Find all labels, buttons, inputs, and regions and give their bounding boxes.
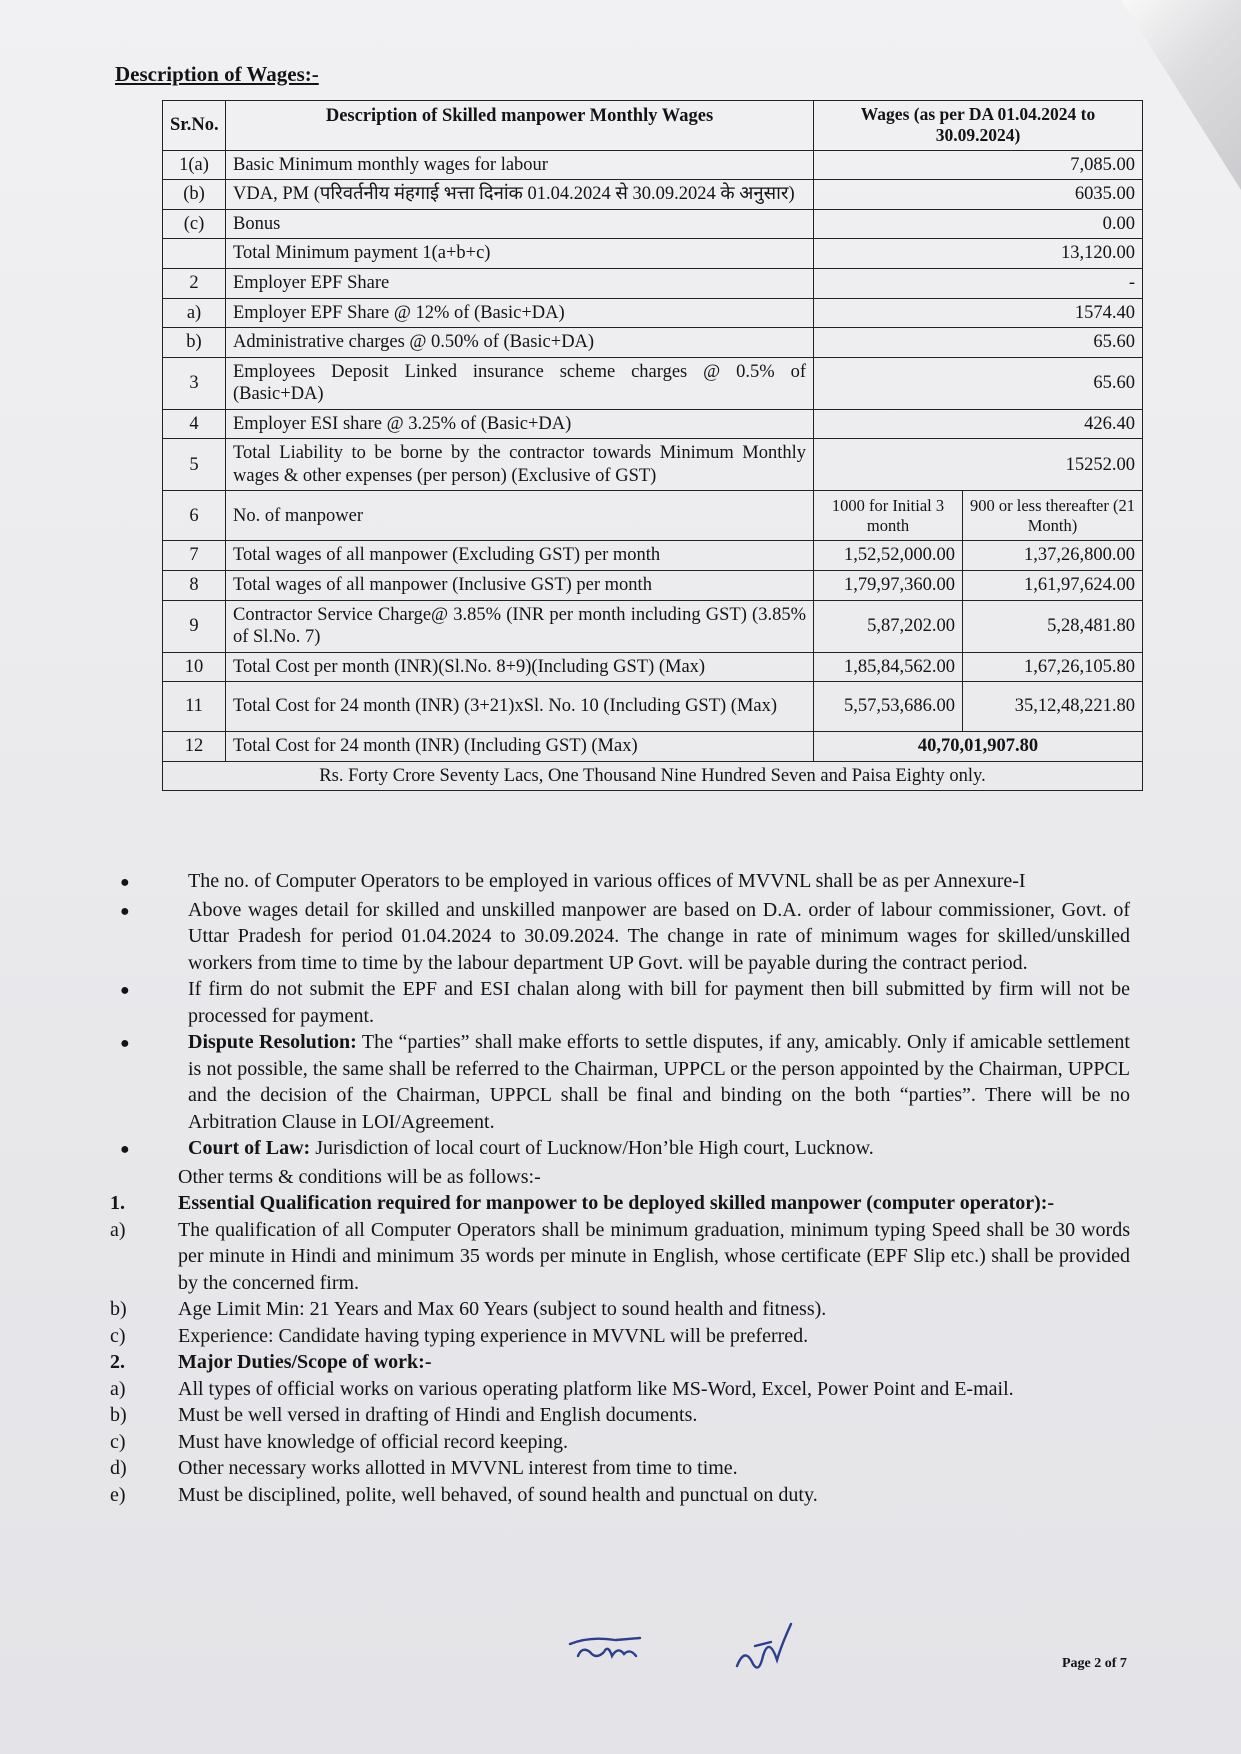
item-text: Age Limit Min: 21 Years and Max 60 Years (subject to sound health and fitness).	[178, 1298, 827, 1320]
table-row	[163, 682, 1143, 732]
row-sr: a)	[163, 298, 226, 328]
bullet-dot: ●	[120, 1035, 130, 1052]
bullet-item	[110, 1135, 1130, 1164]
row-sr: 5	[163, 439, 226, 491]
section-2-list	[110, 1376, 1130, 1509]
bullet-body: Jurisdiction of local court of Lucknow/Hon’ble High court, Lucknow.	[310, 1137, 874, 1159]
row-sr: 2	[163, 268, 226, 298]
row-description: Total Cost per month (INR)(Sl.No. 8+9)(Including GST) (Max)	[226, 652, 814, 682]
header-description: Description of Skilled manpower Monthly Wages	[226, 101, 814, 151]
row-value: 13,120.00	[814, 239, 1143, 269]
section-2-heading	[110, 1349, 1130, 1376]
row-sr: 12	[163, 732, 226, 762]
row-value-thereafter: 5,28,481.80	[963, 600, 1143, 652]
item-mark: a)	[110, 1218, 126, 1241]
bullet-text	[188, 1135, 1130, 1162]
bullet-lead: Dispute Resolution:	[188, 1031, 357, 1053]
row-description: Total wages of all manpower (Inclusive GST) per month	[226, 571, 814, 601]
row-sr: 11	[163, 682, 226, 732]
row-value-initial: 5,87,202.00	[814, 600, 963, 652]
row-description: Employer EPF Share @ 12% of (Basic+DA)	[226, 298, 814, 328]
section-1-heading	[110, 1190, 1130, 1217]
bullet-dot: ●	[120, 1141, 130, 1158]
row-value-thereafter: 1,67,26,105.80	[963, 652, 1143, 682]
row-sr: 4	[163, 409, 226, 439]
table-row	[163, 298, 1143, 328]
row-sr: 3	[163, 357, 226, 409]
row-sr: 8	[163, 571, 226, 601]
bullet-item	[110, 976, 1130, 1029]
item-mark: c)	[110, 1430, 126, 1453]
table-row	[163, 600, 1143, 652]
table-row	[163, 209, 1143, 239]
row-sr	[163, 239, 226, 269]
table-row	[163, 571, 1143, 601]
bullet-dot: ●	[120, 902, 130, 920]
row-sr: 1(a)	[163, 150, 226, 180]
row-description: Total Cost for 24 month (INR) (Including GST) (Max)	[226, 732, 814, 762]
row-value-initial: 1000 for Initial 3 month	[814, 491, 963, 541]
list-item	[110, 1296, 1130, 1323]
table-header-row	[163, 101, 1143, 151]
row-sr: b)	[163, 328, 226, 358]
row-description: Bonus	[226, 209, 814, 239]
bullet-item	[110, 1029, 1130, 1135]
row-value: 15252.00	[814, 439, 1143, 491]
bullet-text	[188, 897, 1130, 977]
table-row	[163, 328, 1143, 358]
table-row	[163, 150, 1143, 180]
row-value: 0.00	[814, 209, 1143, 239]
header-sr-no: Sr.No.	[163, 101, 226, 151]
section-title: Major Duties/Scope of work:-	[178, 1351, 432, 1373]
row-description: Total Minimum payment 1(a+b+c)	[226, 239, 814, 269]
row-description: Employer EPF Share	[226, 268, 814, 298]
signature-2	[725, 1616, 805, 1686]
row-description: Total Cost for 24 month (INR) (3+21)xSl. No. 10 (Including GST) (Max)	[226, 682, 814, 732]
bullet-text	[188, 1029, 1130, 1135]
table-row	[163, 239, 1143, 269]
item-mark: d)	[110, 1457, 127, 1479]
row-description: Administrative charges @ 0.50% of (Basic+DA)	[226, 328, 814, 358]
list-item	[110, 1217, 1130, 1297]
item-mark: a)	[110, 1377, 126, 1400]
item-mark: b)	[110, 1298, 127, 1320]
terms-body	[110, 868, 1130, 1508]
other-terms-line: Other terms & conditions will be as follows:-	[178, 1165, 541, 1188]
row-description: Employees Deposit Linked insurance scheme charges @ 0.5% of (Basic+DA)	[226, 357, 814, 409]
table-row	[163, 652, 1143, 682]
row-value-initial: 5,57,53,686.00	[814, 682, 963, 732]
row-value-initial: 1,85,84,562.00	[814, 652, 963, 682]
item-text: Experience: Candidate having typing experience in MVVNL will be preferred.	[178, 1324, 809, 1347]
row-description: Total Liability to be borne by the contractor towards Minimum Monthly wages & other expenses (per person) (Exclusive of GST)	[226, 439, 814, 491]
row-sr: 9	[163, 600, 226, 652]
list-item	[110, 1402, 1130, 1429]
bullet-text	[188, 976, 1130, 1029]
list-item	[110, 1323, 1130, 1350]
row-value-thereafter: 35,12,48,221.80	[963, 682, 1143, 732]
wages-table	[162, 100, 1143, 791]
item-text: Must have knowledge of official record keeping.	[178, 1430, 569, 1453]
row-description: Basic Minimum monthly wages for labour	[226, 150, 814, 180]
list-item	[110, 1376, 1130, 1403]
section-number: 2.	[110, 1351, 125, 1373]
row-value: 65.60	[814, 328, 1143, 358]
item-text: The qualification of all Computer Operators shall be minimum graduation, minimum typing Speed shall be 30 words per minute in Hindi and minimum 35 words per minute in English, whose certificate (EPF Slip etc.) shall be provided by the concerned firm.	[178, 1218, 1130, 1294]
bullet-item	[110, 868, 1130, 897]
bullet-lead: Court of Law:	[188, 1137, 311, 1159]
row-description: Contractor Service Charge@ 3.85% (INR per month including GST) (3.85% of Sl.No. 7)	[226, 600, 814, 652]
row-value: 1574.40	[814, 298, 1143, 328]
signature-1	[560, 1616, 690, 1676]
row-sr: 6	[163, 491, 226, 541]
row-value-initial: 1,79,97,360.00	[814, 571, 963, 601]
row-value-initial: 1,52,52,000.00	[814, 541, 963, 571]
table-row	[163, 541, 1143, 571]
list-item	[110, 1429, 1130, 1456]
bullet-body: If firm do not submit the EPF and ESI chalan along with bill for payment then bill submitted by firm will not be processed for payment.	[188, 978, 1130, 1027]
item-text: All types of official works on various operating platform like MS-Word, Excel, Power Point and E-mail.	[178, 1377, 1014, 1400]
page-number: Page 2 of 7	[1062, 1656, 1127, 1671]
amount-in-words: Rs. Forty Crore Seventy Lacs, One Thousand Nine Hundred Seven and Paisa Eighty only.	[163, 761, 1143, 791]
table-row-amount-in-words	[163, 761, 1143, 791]
bullet-body: The “parties” shall make efforts to settle disputes, if any, amicably. Only if amicable settlement is not possible, the same shall be referred to the Chairman, UPPCL or the person appointed by the Chairman, UPPCL and the decision of the Chairman, UPPCL shall be final and binding on the both “parties”. There will be no Arbitration Clause in LOI/Agreement.	[188, 1031, 1130, 1133]
row-description: VDA, PM (परिवर्तनीय मंहगाई भत्ता दिनांक 01.04.2024 से 30.09.2024 के अनुसार)	[226, 180, 814, 210]
row-sr: 7	[163, 541, 226, 571]
row-description: Employer ESI share @ 3.25% of (Basic+DA)	[226, 409, 814, 439]
item-mark: e)	[110, 1483, 126, 1506]
row-sr: (c)	[163, 209, 226, 239]
bullet-body: Above wages detail for skilled and unskilled manpower are based on D.A. order of labour commissioner, Govt. of Uttar Pradesh for period 01.04.2024 to 30.09.2024. The change in rate of minimum wages for skilled/unskilled workers from time to time by the labour department UP Govt. will be payable during the contract period.	[188, 898, 1130, 974]
bullet-item	[110, 897, 1130, 977]
row-description: Total wages of all manpower (Excluding GST) per month	[226, 541, 814, 571]
bullet-dot: ●	[120, 982, 130, 999]
bullet-list	[110, 868, 1130, 1164]
item-mark: b)	[110, 1404, 127, 1426]
row-value-thereafter: 1,61,97,624.00	[963, 571, 1143, 601]
section-1-list	[110, 1217, 1130, 1350]
header-wages: Wages (as per DA 01.04.2024 to 30.09.2024)	[814, 101, 1143, 151]
table-row	[163, 180, 1143, 210]
row-value-thereafter: 900 or less thereafter (21 Month)	[963, 491, 1143, 541]
table-row	[163, 357, 1143, 409]
section-number: 1.	[110, 1192, 125, 1214]
row-value: 6035.00	[814, 180, 1143, 210]
section-title: Essential Qualification required for manpower to be deployed skilled manpower (computer operator):-	[178, 1192, 1055, 1214]
row-value: 7,085.00	[814, 150, 1143, 180]
page-heading: Description of Wages:-	[115, 62, 319, 86]
table-row	[163, 409, 1143, 439]
row-description: No. of manpower	[226, 491, 814, 541]
table-row-total	[163, 732, 1143, 762]
bullet-dot: ●	[120, 874, 130, 891]
row-value: 65.60	[814, 357, 1143, 409]
row-value-thereafter: 1,37,26,800.00	[963, 541, 1143, 571]
row-value: 426.40	[814, 409, 1143, 439]
table-row	[163, 439, 1143, 491]
bullet-text	[188, 868, 1130, 895]
item-text: Must be well versed in drafting of Hindi and English documents.	[178, 1404, 698, 1426]
list-item	[110, 1482, 1130, 1509]
list-item	[110, 1455, 1130, 1482]
row-value: -	[814, 268, 1143, 298]
item-text: Other necessary works allotted in MVVNL interest from time to time.	[178, 1457, 738, 1479]
row-sr: 10	[163, 652, 226, 682]
row-value: 40,70,01,907.80	[814, 732, 1143, 762]
item-mark: c)	[110, 1324, 126, 1347]
row-sr: (b)	[163, 180, 226, 210]
table-row	[163, 268, 1143, 298]
table-row	[163, 491, 1143, 541]
item-text: Must be disciplined, polite, well behaved, of sound health and punctual on duty.	[178, 1483, 818, 1506]
bullet-body: The no. of Computer Operators to be employed in various offices of MVVNL shall be as per Annexure-I	[188, 870, 1026, 892]
